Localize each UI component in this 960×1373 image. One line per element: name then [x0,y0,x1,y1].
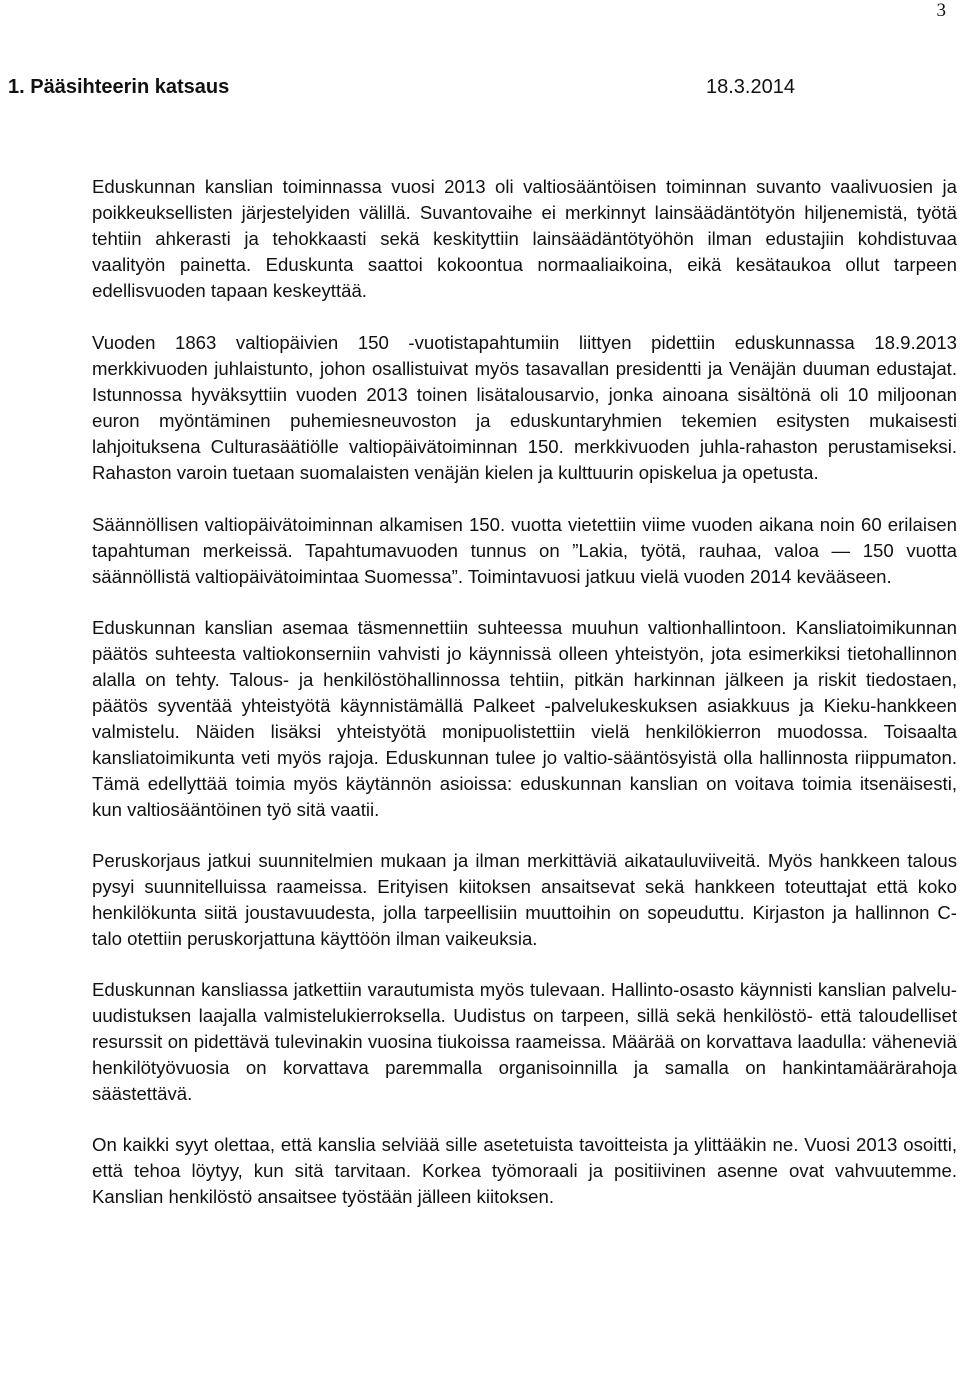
document-body [92,174,957,1210]
page-number: 3 [936,0,946,21]
paragraph: Eduskunnan kanslian asemaa täsmennettiin suhteessa muuhun valtionhallintoon. Kansliatoimikunnan päätös suhteesta valtiokonserniin vahvisti jo käynnissä olleen yhteistyön, jota esimerkiksi tietohallinnon alalla on tehty. Talous- ja henkilöstöhallinnossa tehtiin, pitkän harkinnan jälkeen ja riskit tiedostaen, päätös syventää yhteistyötä käynnistämällä Palkeet -palvelukeskuksen asiakkuus ja Kieku-hankkeen valmistelu. Näiden lisäksi yhteistyötä monipuolistettiin vielä henkilökierron muodossa. Toisaalta kansliatoimikunta veti myös rajoja. Eduskunnan tulee jo valtio-sääntösyistä olla hallinnosta riippumaton. Tämä edellyttää toimia myös käytännön asioissa: eduskunnan kanslian on voitava toimia itsenäisesti, kun valtiosääntöinen työ sitä vaatii. [92,617,957,820]
section-heading [8,72,908,102]
section-title: 1. Pääsihteerin katsaus [8,76,230,98]
paragraph: On kaikki syyt olettaa, että kanslia selviää sille asetetuista tavoitteista ja ylittääkin ne. Vuosi 2013 osoitti, että tehoa löytyy, kun sitä tarvitaan. Korkea työmoraali ja positiivinen asenne ovat vahvuutemme. Kanslian henkilöstö ansaitsee työstään jälleen kiitoksen. [92,1134,957,1207]
section-date: 18.3.2014 [706,76,795,98]
paragraph: Vuoden 1863 valtiopäivien 150 -vuotistapahtumiin liittyen pidettiin eduskunnassa 18.9.2013 merkkivuoden juhlaistunto, johon osallistuivat myös tasavallan presidentti ja Venäjän duuman edustajat. Istunnossa hyväksyttiin vuoden 2013 toinen lisätalousarvio, jonka ainoana sisältönä oli 10 miljoonan euron myöntäminen puhemiesneuvoston ja eduskuntaryhmien tekemien esitysten mukaisesti lahjoituksena Culturasäätiölle valtiopäivätoiminnan 150. merkkivuoden juhla-rahaston perustamiseksi. Rahaston varoin tuetaan suomalaisten venäjän kielen ja kulttuurin opiskelua ja opetusta. [92,332,957,483]
paragraph: Peruskorjaus jatkui suunnitelmien mukaan ja ilman merkittäviä aikatauluviiveitä. Myös hankkeen talous pysyi suunnitelluissa raameissa. Erityisen kiitoksen ansaitsevat sekä hankkeen toteuttajat että koko henkilökunta siitä joustavuudesta, jolla tarpeellisiin muuttoihin on sopeuduttu. Kirjaston ja hallinnon C-talo otettiin peruskorjattuna käyttöön ilman vaikeuksia. [92,850,957,949]
paragraph: Eduskunnan kanslian toiminnassa vuosi 2013 oli valtiosääntöisen toiminnan suvanto vaalivuosien ja poikkeuksellisten järjestelyiden välillä. Suvantovaihe ei merkinnyt lainsäädäntötyön hiljenemistä, työtä tehtiin ahkerasti ja tehokkaasti sekä keskityttiin lainsäädäntötyöhön ilman edustajiin kohdistuvaa vaalityön painetta. Eduskunta saattoi kokoontua normaaliaikoina, eikä kesätaukoa ollut tarpeen edellisvuoden tapaan keskeyttää. [92,176,957,301]
paragraph: Säännöllisen valtiopäivätoiminnan alkamisen 150. vuotta vietettiin viime vuoden aikana noin 60 erilaisen tapahtuman merkeissä. Tapahtumavuoden tunnus on ”Lakia, työtä, rauhaa, valoa — 150 vuotta säännöllistä valtiopäivätoimintaa Suomessa”. Toimintavuosi jatkuu vielä vuoden 2014 kevääseen. [92,514,957,587]
paragraph: Eduskunnan kansliassa jatkettiin varautumista myös tulevaan. Hallinto-osasto käynnisti kanslian palvelu-uudistuksen laajalla valmistelukierroksella. Uudistus on tarpeen, sillä sekä henkilöstö- että taloudelliset resurssit on pidettävä tulevinakin vuosina tiukoissa raameissa. Määrää on korvattava laadulla: väheneviä henkilötyövuosia on korvattava paremmalla organisoinnilla ja samalla on hankintamäärärahoja säästettävä. [92,979,957,1104]
